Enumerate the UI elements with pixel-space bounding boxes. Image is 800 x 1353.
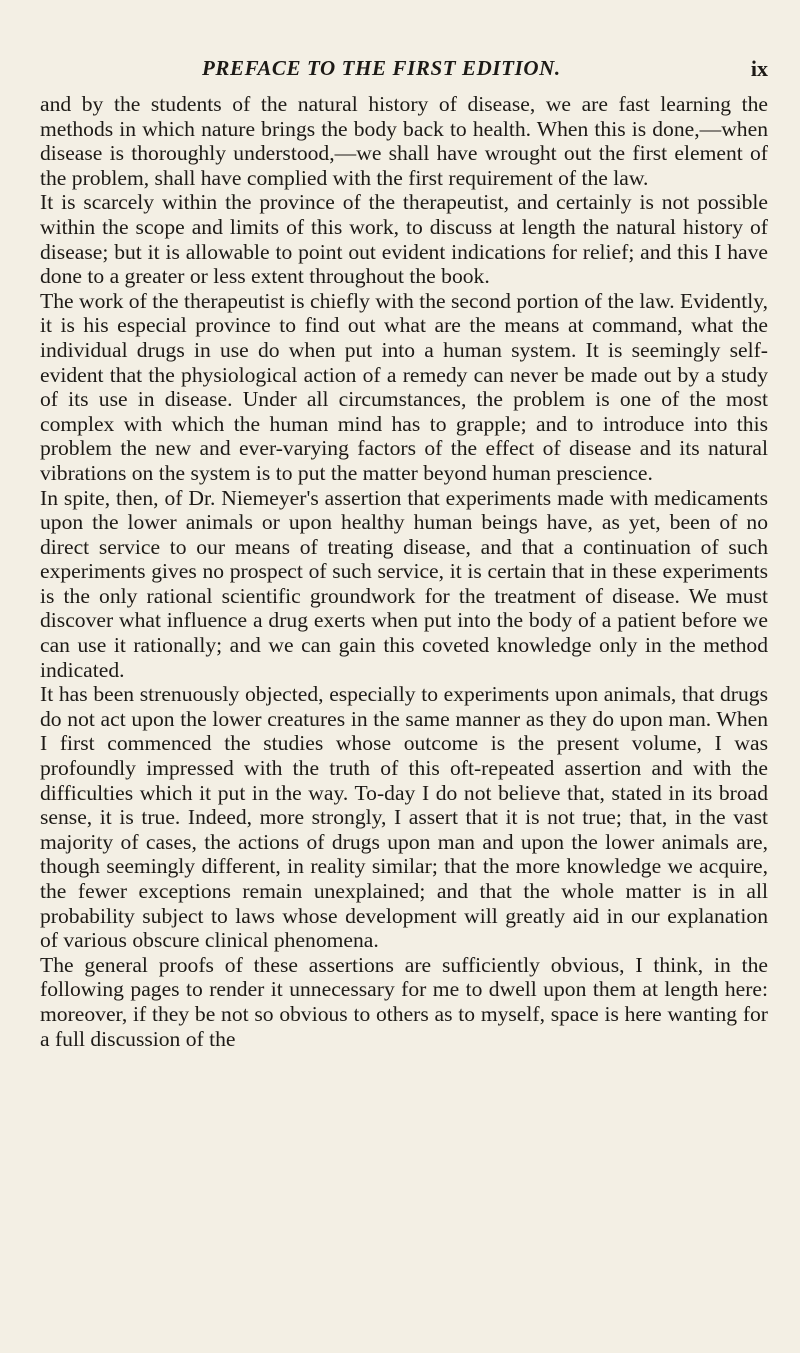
- page-number: ix: [750, 56, 768, 81]
- body-text: [40, 92, 768, 1051]
- book-page: [40, 0, 774, 1353]
- paragraph-6: The general proofs of these assertions are sufficiently obvious, I think, in the following pages to render it unnecessary for me to dwell upon them at length here: moreover, if they be not so obvious to others as to myself, space is here wanting for a full discussion of the: [40, 952, 768, 1051]
- paragraph-5: It has been strenuously objected, especially to experiments upon animals, that drugs do not act upon the lower creatures in the same manner as they do upon man. When I first commenced the studies whose outcome is the present volume, I was profoundly impressed with the truth of this oft-repeated assertion and with the difficulties which it put in the way. To-day I do not believe that, stated in its broad sense, it is true. Indeed, more strongly, I assert that it is not true; that, in the vast majority of cases, the actions of drugs upon man and upon the lower animals are, though seemingly different, in reality similar; that the more knowledge we acquire, the fewer exceptions remain unexplained; and that the whole matter is in all probability subject to laws whose development will greatly aid in our explanation of various obscure clinical phenomena.: [40, 682, 768, 953]
- paragraph-2: It is scarcely within the province of the therapeutist, and certainly is not possible within the scope and limits of this work, to discuss at length the natural history of disease; but it is allowable to point out evident indications for relief; and this I have done to a greater or less extent throughout the book.: [40, 190, 768, 289]
- paragraph-3: The work of the therapeutist is chiefly with the second portion of the law. Evidently, it is his especial province to find out what are the means at command, what the individual drugs in use do when put into a human system. It is seemingly self-evident that the physiological action of a remedy can never be made out by a study of its use in disease. Under all circumstances, the problem is one of the most complex with which the human mind has to grapple; and to introduce into this problem the new and ever-varying factors of the effect of disease and its natural vibrations on the system is to put the matter beyond human prescience.: [40, 288, 768, 485]
- paragraph-1: and by the students of the natural history of disease, we are fast learning the methods in which nature brings the body back to health. When this is done,—when disease is thoroughly understood,—we shall have wrought out the first element of the problem, shall have complied with the first requirement of the law.: [40, 92, 768, 190]
- page-header: [40, 56, 768, 86]
- paragraph-4: In spite, then, of Dr. Niemeyer's assertion that experiments made with medicaments upon the lower animals or upon healthy human beings have, as yet, been of no direct service to our means of treating disease, and that a continuation of such experiments gives no prospect of such service, it is certain that in these experiments is the only rational scientific groundwork for the treatment of disease. We must discover what influence a drug exerts when put into the body of a patient before we can use it rationally; and we can gain this coveted knowledge only in the method indicated.: [40, 485, 768, 682]
- running-title: PREFACE TO THE FIRST EDITION.: [202, 56, 561, 80]
